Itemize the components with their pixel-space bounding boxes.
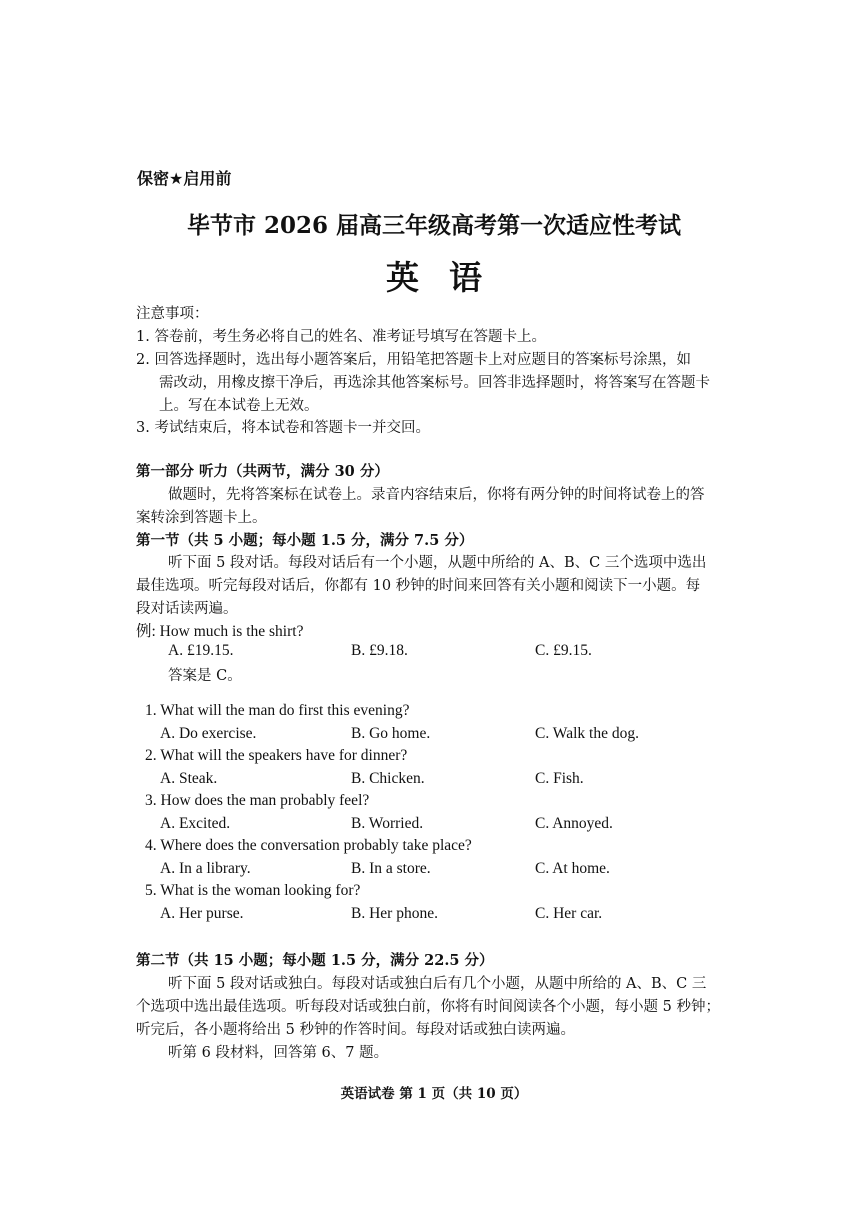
question-3: 3. How does the man probably feel? [145, 792, 370, 809]
question-1: 1. What will the man do first this evening? [145, 702, 410, 719]
section2-intro-line-1: 听下面 5 段对话或独白。每段对话或独白后有几个小题，从题中所给的 A、B、C 三 [168, 976, 707, 992]
section1-intro-line-3: 段对话读两遍。 [136, 601, 238, 617]
question-5-option-c: C. Her car. [535, 905, 603, 922]
confidential-label: 保密★启用前 [137, 169, 232, 188]
question-1-option-b: B. Go home. [351, 725, 431, 742]
notice-item-2-line-3: 上。写在本试卷上无效。 [159, 398, 319, 414]
section1-heading: 第一节（共 5 小题；每小题 1.5 分，满分 7.5 分） [136, 532, 474, 549]
section2-heading: 第二节（共 15 小题；每小题 1.5 分，满分 22.5 分） [136, 952, 494, 969]
section1-intro-line-1: 听下面 5 段对话。每段对话后有一个小题，从题中所给的 A、B、C 三个选项中选出 [168, 555, 707, 571]
question-2: 2. What will the speakers have for dinner? [145, 747, 408, 764]
question-2-option-a: A. Steak. [160, 770, 218, 787]
example-question: 例: How much is the shirt? [136, 623, 304, 640]
section2-intro-line-2: 个选项中选出最佳选项。听每段对话或独白前，你将有时间阅读各个小题，每小题 5 秒钟； [136, 999, 720, 1015]
example-option-a: A. £19.15. [168, 642, 234, 659]
page-footer: 英语试卷 第 1 页（共 10 页） [340, 1086, 528, 1102]
part1-intro-line-1: 做题时，先将答案标在试卷上。录音内容结束后，你将有两分钟的时间将试卷上的答 [168, 487, 705, 503]
question-5-option-b: B. Her phone. [351, 905, 438, 922]
section2-intro-line-3: 听完后，各小题将给出 5 秒钟的作答时间。每段对话或独白读两遍。 [136, 1022, 575, 1038]
question-4-option-c: C. At home. [535, 860, 610, 877]
question-4-option-a: A. In a library. [160, 860, 251, 877]
notice-item-2-line-1: 2. 回答选择题时，选出每小题答案后，用铅笔把答题卡上对应题目的答案标号涂黑，如 [136, 352, 691, 368]
question-1-option-a: A. Do exercise. [160, 725, 257, 742]
part1-heading: 第一部分 听力（共两节，满分 30 分） [136, 463, 389, 480]
question-5-option-a: A. Her purse. [160, 905, 244, 922]
example-option-b: B. £9.18. [351, 642, 408, 659]
question-3-option-a: A. Excited. [160, 815, 231, 832]
question-4-option-b: B. In a store. [351, 860, 431, 877]
question-4: 4. Where does the conversation probably take place? [145, 837, 472, 854]
question-5: 5. What is the woman looking for? [145, 882, 361, 899]
exam-title: 毕节市 2026 届高三年级高考第一次适应性考试 [186, 212, 682, 239]
section1-intro-line-2: 最佳选项。听完每段对话后，你都有 10 秒钟的时间来回答有关小题和阅读下一小题。每 [136, 578, 701, 594]
question-3-option-b: B. Worried. [351, 815, 424, 832]
question-3-option-c: C. Annoyed. [535, 815, 613, 832]
question-1-option-c: C. Walk the dog. [535, 725, 639, 742]
notice-heading: 注意事项： [136, 306, 209, 322]
part1-intro-line-2: 案转涂到答题卡上。 [136, 510, 267, 526]
notice-item-3: 3. 考试结束后，将本试卷和答题卡一并交回。 [136, 420, 430, 436]
example-answer: 答案是 C。 [168, 668, 242, 684]
section2-material-note: 听第 6 段材料，回答第 6、7 题。 [168, 1045, 389, 1061]
question-2-option-c: C. Fish. [535, 770, 584, 787]
notice-item-2-line-2: 需改动，用橡皮擦干净后，再选涂其他答案标号。回答非选择题时，将答案写在答题卡 [159, 375, 710, 391]
notice-item-1: 1. 答卷前，考生务必将自己的姓名、准考证号填写在答题卡上。 [136, 329, 546, 345]
question-2-option-b: B. Chicken. [351, 770, 425, 787]
example-option-c: C. £9.15. [535, 642, 592, 659]
subject-title: 英语 [386, 258, 512, 297]
